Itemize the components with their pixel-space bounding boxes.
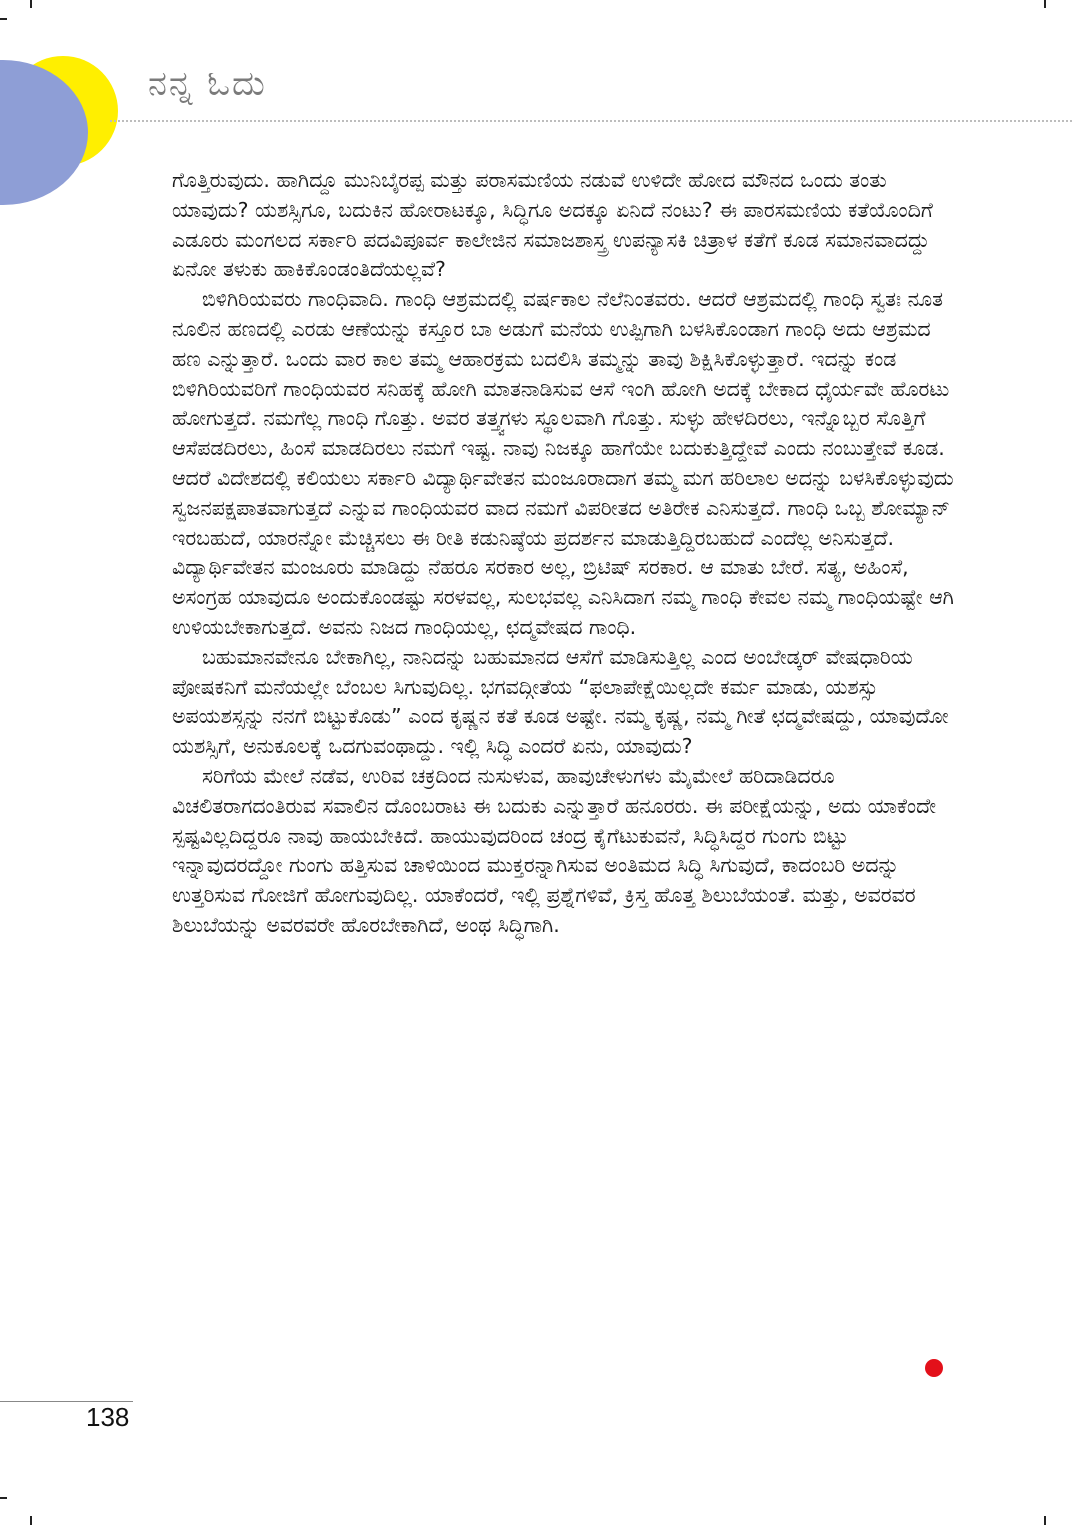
- page-number: 138: [86, 1402, 130, 1432]
- crop-mark: [1044, 0, 1046, 8]
- page-header-title: ನನ್ನ ಓದು: [148, 64, 267, 104]
- crop-mark: [30, 0, 32, 8]
- crop-mark: [0, 1497, 7, 1499]
- paragraph: ಗೊತ್ತಿರುವುದು. ಹಾಗಿದ್ದೂ ಮುನಿಬೈರಪ್ಪ ಮತ್ತು ಪರಾಸಮಣಿಯ ನಡುವೆ ಉಳಿದೇ ಹೋದ ಮೌನದ ಒಂದು ತಂತು ಯಾವುದು? ಯಶಸ್ಸಿಗೂ, ಬದುಕಿನ ಹೋರಾಟಕ್ಕೂ, ಸಿದ್ಧಿಗೂ ಅದಕ್ಕೂ ಏನಿದೆ ನಂಟು? ಈ ಪಾರಸಮಣಿಯ ಕತೆಯೊಂದಿಗೆ ಎಡೂರು ಮಂಗಲದ ಸರ್ಕಾರಿ ಪದವಿಪೂರ್ವ ಕಾಲೇಜಿನ ಸಮಾಜಶಾಸ್ತ್ರ ಉಪನ್ಯಾಸಕಿ ಚಿತ್ರಾಳ ಕತೆಗೆ ಕೂಡ ಸಮಾನವಾದದ್ದು ಏನೋ ತಳುಕು ಹಾಕಿಕೊಂಡಂತಿದೆಯಲ್ಲವೆ?: [172, 168, 933, 282]
- crop-mark: [0, 18, 7, 20]
- paragraph: ಸರಿಗೆಯ ಮೇಲೆ ನಡೆವ, ಉರಿವ ಚಕ್ರದಿಂದ ನುಸುಳುವ, ಹಾವುಚೇಳುಗಳು ಮೈಮೇಲೆ ಹರಿದಾಡಿದರೂ ವಿಚಲಿತರಾಗದಂತಿರುವ ಸವಾಲಿನ ದೊಂಬರಾಟ ಈ ಬದುಕು ಎನ್ನುತ್ತಾರೆ ಹನೂರರು. ಈ ಪರೀಕ್ಷೆಯನ್ನು, ಅದು ಯಾಕೆಂದೇ ಸ್ಪಷ್ಟವಿಲ್ಲದಿದ್ದರೂ ನಾವು ಹಾಯಬೇಕಿದೆ. ಹಾಯುವುದರಿಂದ ಚಂದ್ರ ಕೈಗೆಟುಕುವನೆ, ಸಿದ್ಧಿಸಿದ್ದರ ಗುಂಗು ಬಿಟ್ಟು ಇನ್ನಾವುದರದ್ದೋ ಗುಂಗು ಹತ್ತಿಸುವ ಚಾಳಿಯಿಂದ ಮುಕ್ತರನ್ನಾಗಿಸುವ ಅಂತಿಮದ ಸಿದ್ಧಿ ಸಿಗುವುದೆ, ಕಾದಂಬರಿ ಅದನ್ನು ಉತ್ತರಿಸುವ ಗೋಜಿಗೆ ಹೋಗುವುದಿಲ್ಲ. ಯಾಕೆಂದರೆ, ಇಲ್ಲಿ ಪ್ರಶ್ನೆಗಳಿವೆ, ಕ್ರಿಸ್ತ ಹೊತ್ತ ಶಿಲುಬೆಯಂತೆ. ಮತ್ತು, ಅವರವರ ಶಿಲುಬೆಯನ್ನು ಅವರವರೇ ಹೊರಬೇಕಾಗಿದೆ, ಅಂಥ ಸಿದ್ಧಿಗಾಗಿ.: [172, 763, 937, 937]
- body-text: [172, 166, 962, 941]
- header-dotted-rule: [110, 120, 1072, 122]
- decorative-red-dot: [925, 1359, 943, 1377]
- paragraph: ಬಿಳಿಗಿರಿಯವರು ಗಾಂಧಿವಾದಿ. ಗಾಂಧಿ ಆಶ್ರಮದಲ್ಲಿ ವರ್ಷಕಾಲ ನೆಲೆನಿಂತವರು. ಆದರೆ ಆಶ್ರಮದಲ್ಲಿ ಗಾಂಧಿ ಸ್ವತಃ ನೂತ ನೂಲಿನ ಹಣದಲ್ಲಿ ಎರಡು ಆಣೆಯನ್ನು ಕಸ್ತೂರ ಬಾ ಅಡುಗೆ ಮನೆಯ ಉಪ್ಪಿಗಾಗಿ ಬಳಸಿಕೊಂಡಾಗ ಗಾಂಧಿ ಅದು ಆಶ್ರಮದ ಹಣ ಎನ್ನುತ್ತಾರೆ. ಒಂದು ವಾರ ಕಾಲ ತಮ್ಮ ಆಹಾರಕ್ರಮ ಬದಲಿಸಿ ತಮ್ಮನ್ನು ತಾವು ಶಿಕ್ಷಿಸಿಕೊಳ್ಳುತ್ತಾರೆ. ಇದನ್ನು ಕಂಡ ಬಿಳಿಗಿರಿಯವರಿಗೆ ಗಾಂಧಿಯವರ ಸನಿಹಕ್ಕೆ ಹೋಗಿ ಮಾತನಾಡಿಸುವ ಆಸೆ ಇಂಗಿ ಹೋಗಿ ಅದಕ್ಕೆ ಬೇಕಾದ ಧೈರ್ಯವೇ ಹೊರಟು ಹೋಗುತ್ತದೆ. ನಮಗೆಲ್ಲ ಗಾಂಧಿ ಗೊತ್ತು. ಅವರ ತತ್ತ್ವಗಳು ಸ್ಥೂಲವಾಗಿ ಗೊತ್ತು. ಸುಳ್ಳು ಹೇಳದಿರಲು, ಇನ್ನೊಬ್ಬರ ಸೊತ್ತಿಗೆ ಆಸೆಪಡದಿರಲು, ಹಿಂಸೆ ಮಾಡದಿರಲು ನಮಗೆ ಇಷ್ಟ. ನಾವು ನಿಜಕ್ಕೂ ಹಾಗೆಯೇ ಬದುಕುತ್ತಿದ್ದೇವೆ ಎಂದು ನಂಬುತ್ತೇವೆ ಕೂಡ. ಆದರೆ ವಿದೇಶದಲ್ಲಿ ಕಲಿಯಲು ಸರ್ಕಾರಿ ವಿದ್ಯಾರ್ಥಿವೇತನ ಮಂಜೂರಾದಾಗ ತಮ್ಮ ಮಗ ಹರಿಲಾಲ ಅದನ್ನು ಬಳಸಿಕೊಳ್ಳುವುದು ಸ್ವಜನಪಕ್ಷಪಾತವಾಗುತ್ತದೆ ಎನ್ನುವ ಗಾಂಧಿಯವರ ವಾದ ನಮಗೆ ವಿಪರೀತದ ಅತಿರೇಕ ಎನಿಸುತ್ತದೆ. ಗಾಂಧಿ ಒಬ್ಬ ಶೋಮ್ಯಾನ್ ಇರಬಹುದೆ, ಯಾರನ್ನೋ ಮೆಚ್ಚಿಸಲು ಈ ರೀತಿ ಕಡುನಿಷ್ಠೆಯ ಪ್ರದರ್ಶನ ಮಾಡುತ್ತಿದ್ದಿರಬಹುದೆ ಎಂದೆಲ್ಲ ಅನಿಸುತ್ತದೆ. ವಿದ್ಯಾರ್ಥಿವೇತನ ಮಂಜೂರು ಮಾಡಿದ್ದು ನೆಹರೂ ಸರಕಾರ ಅಲ್ಲ, ಬ್ರಿಟಿಷ್ ಸರಕಾರ. ಆ ಮಾತು ಬೇರೆ. ಸತ್ಯ, ಅಹಿಂಸೆ, ಅಸಂಗ್ರಹ ಯಾವುದೂ ಅಂದುಕೊಂಡಷ್ಟು ಸರಳವಲ್ಲ, ಸುಲಭವಲ್ಲ ಎನಿಸಿದಾಗ ನಮ್ಮ ಗಾಂಧಿ ಕೇವಲ ನಮ್ಮ ಗಾಂಧಿಯಷ್ಟೇ ಆಗಿ ಉಳಿಯಬೇಕಾಗುತ್ತದೆ. ಅವನು ನಿಜದ ಗಾಂಧಿಯಲ್ಲ, ಛದ್ಮವೇಷದ ಗಾಂಧಿ.: [172, 287, 954, 639]
- crop-mark: [30, 1516, 32, 1525]
- paragraph: ಬಹುಮಾನವೇನೂ ಬೇಕಾಗಿಲ್ಲ, ನಾನಿದನ್ನು ಬಹುಮಾನದ ಆಸೆಗೆ ಮಾಡಿಸುತ್ತಿಲ್ಲ ಎಂದ ಅಂಬೇಡ್ಕರ್ ವೇಷಧಾರಿಯ ಪೋಷಕನಿಗೆ ಮನೆಯಲ್ಲೇ ಬೆಂಬಲ ಸಿಗುವುದಿಲ್ಲ. ಭಗವದ್ಗೀತೆಯ “ಫಲಾಪೇಕ್ಷೆಯಿಲ್ಲದೇ ಕರ್ಮ ಮಾಡು, ಯಶಸ್ಸು ಅಪಯಶಸ್ಸನ್ನು ನನಗೆ ಬಿಟ್ಟುಕೊಡು” ಎಂದ ಕೃಷ್ಣನ ಕತೆ ಕೂಡ ಅಷ್ಟೇ. ನಮ್ಮ ಕೃಷ್ಣ, ನಮ್ಮ ಗೀತೆ ಛದ್ಮವೇಷದ್ದು, ಯಾವುದೋ ಯಶಸ್ಸಿಗೆ, ಅನುಕೂಲಕ್ಕೆ ಒದಗುವಂಥಾದ್ದು. ಇಲ್ಲಿ ಸಿದ್ಧಿ ಎಂದರೆ ಏನು, ಯಾವುದು?: [172, 644, 949, 759]
- crop-mark: [1044, 1516, 1046, 1525]
